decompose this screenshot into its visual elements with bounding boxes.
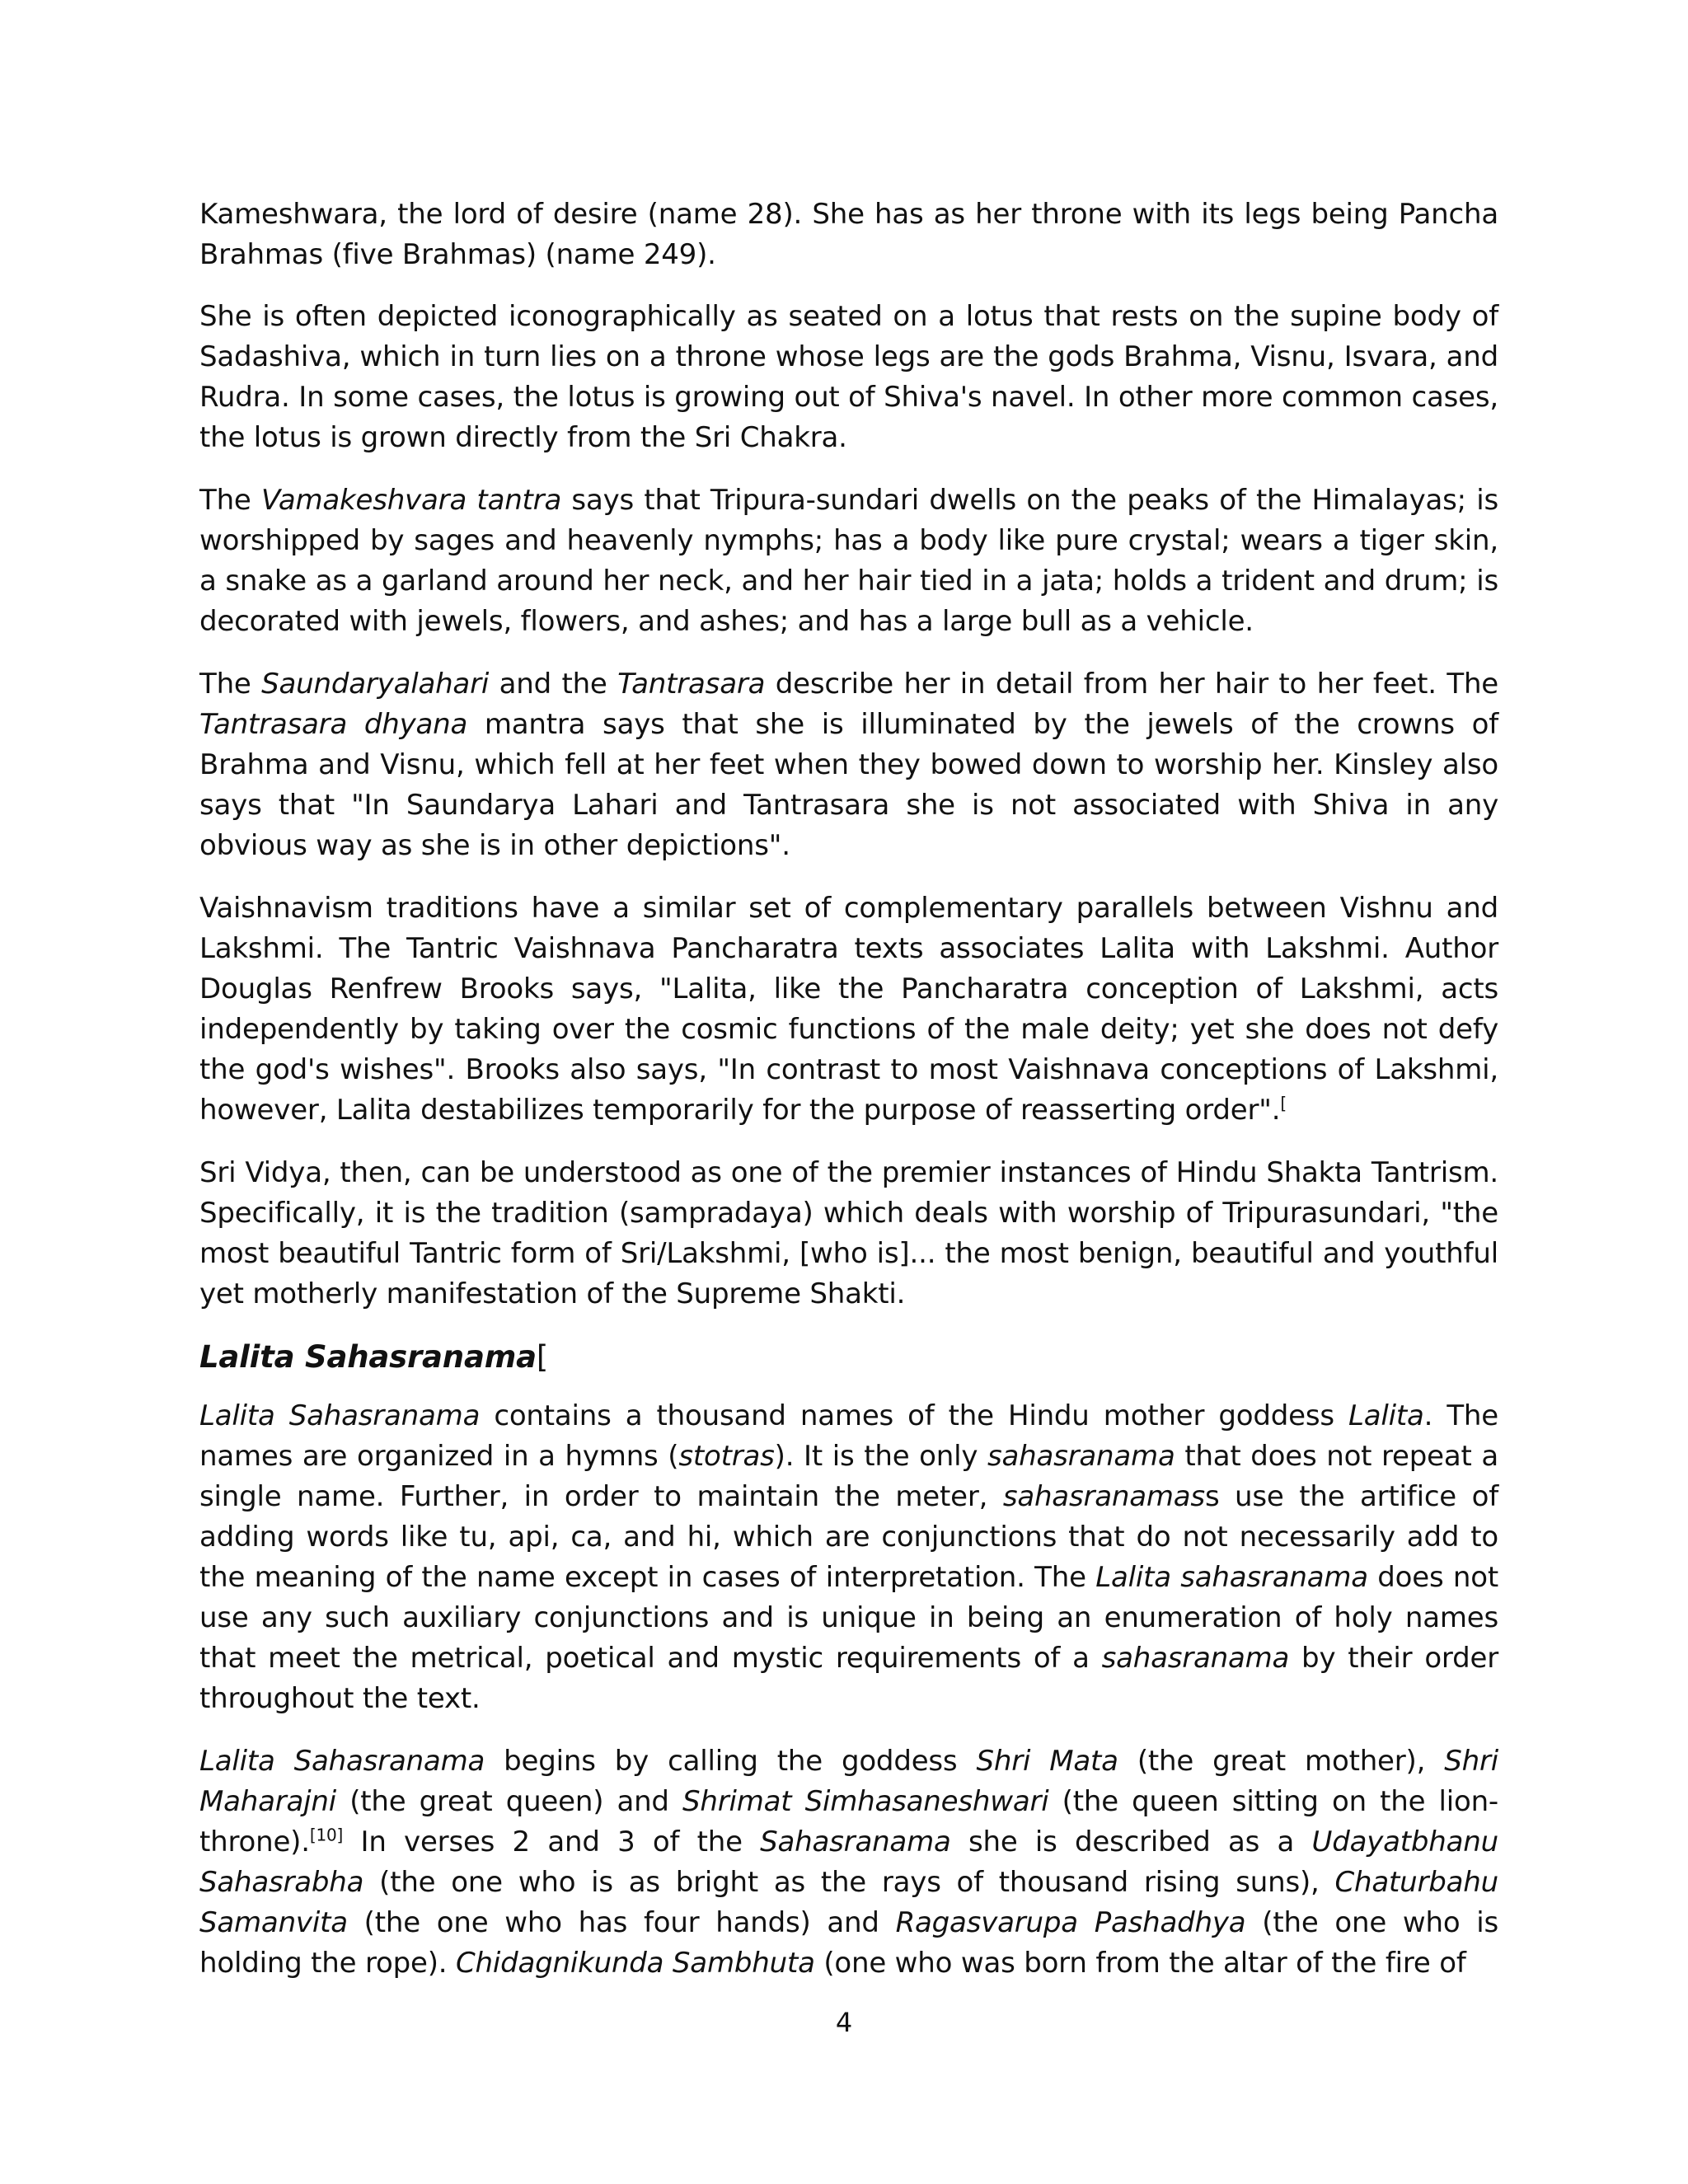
italic-term: Shri Mata bbox=[976, 1745, 1118, 1778]
citation-marker: [10] bbox=[309, 1825, 344, 1845]
text-run: . The names are organized in a hymns ( bbox=[199, 1399, 1498, 1473]
text-run: (the one who is holding the rope). bbox=[199, 1906, 1498, 1980]
italic-term: Chaturbahu Samanvita bbox=[199, 1866, 1498, 1939]
italic-term: Lalita Sahasranama bbox=[199, 1745, 485, 1778]
italic-term: Lalita Sahasranama bbox=[199, 1399, 481, 1432]
text-run: begins by calling the goddess bbox=[485, 1745, 977, 1778]
paragraph-saundaryalahari bbox=[199, 664, 1498, 866]
paragraph-sahasranama-names bbox=[199, 1741, 1498, 1984]
text-run: contains a thousand names of the Hindu mother goddess bbox=[480, 1399, 1348, 1432]
italic-term: Saundaryalahari bbox=[261, 668, 490, 701]
italic-term: Chidagnikunda Sambhuta bbox=[455, 1947, 815, 1980]
text-run: The bbox=[199, 668, 262, 701]
paragraph-sahasranama-intro bbox=[199, 1396, 1498, 1719]
paragraph-kameshwara bbox=[199, 194, 1498, 275]
text-run: The bbox=[199, 484, 261, 517]
paragraph-text: Sri Vidya, then, can be understood as one of the premier instances of Hindu Shakta Tantrism. Specifically, it is the tradition (sampradaya) which deals with worship of Tripurasundari, "the most beautiful Tantric form of Sri/Lakshmi, [who is]... the most benign, beautiful and youthful yet motherly manifestation of the Supreme Shakti. bbox=[199, 1156, 1498, 1310]
text-run: (the queen sitting on the lion-throne). bbox=[199, 1785, 1498, 1858]
text-run: says that Tripura-sundari dwells on the peaks of the Himalayas; is worshipped by sages and heavenly nymphs; has a body like pure crystal; wears a tiger skin, a snake as a garland around her neck, and her hair tied in a jata; holds a trident and drum; is decorated with jewels, flowers, and ashes; and has a large bull as a vehicle. bbox=[199, 484, 1498, 638]
paragraph-vaishnavism bbox=[199, 888, 1498, 1131]
italic-term: Ragasvarupa Pashadhya bbox=[895, 1906, 1246, 1939]
text-run: (the great queen) and bbox=[336, 1785, 682, 1818]
text-run: (one who was born from the altar of the fire of bbox=[814, 1947, 1466, 1980]
italic-term: Vamakeshvara tantra bbox=[260, 484, 562, 517]
text-run: In verses 2 and 3 of the bbox=[343, 1825, 761, 1858]
italic-term: Shrimat Simhasaneshwari bbox=[682, 1785, 1049, 1818]
italic-term: Tantrasara bbox=[617, 668, 766, 701]
paragraph-text: Vaishnavism traditions have a similar set of complementary parallels between Vishnu and Lakshmi. The Tantric Vaishnava Pancharatra texts associates Lalita with Lakshmi. Author Douglas Renfrew Brooks says, "Lalita, like the Pancharatra conception of Lakshmi, acts independently by taking over the cosmic functions of the male deity; yet she does not defy the god's wishes". Brooks also says, "In contrast to most Vaishnava conceptions of Lakshmi, however, Lalita destabilizes temporarily for the purpose of reasserting order". bbox=[199, 892, 1498, 1127]
text-run: s use the artifice of adding words like tu, api, ca, and hi, which are conjunctions that do not necessarily add to the meaning of the name except in cases of interpretation. The bbox=[199, 1480, 1498, 1594]
text-run: (the one who is as bright as the rays of thousand rising suns), bbox=[363, 1866, 1335, 1899]
section-heading-bracket: [ bbox=[536, 1339, 549, 1375]
italic-term: stotras bbox=[678, 1440, 775, 1473]
italic-term: sahasranama bbox=[1101, 1642, 1290, 1675]
page-content bbox=[199, 194, 1498, 2006]
italic-term: Lalita bbox=[1348, 1399, 1424, 1432]
text-run: (the great mother), bbox=[1118, 1745, 1445, 1778]
italic-term: Sahasranama bbox=[760, 1825, 951, 1858]
text-run: by their order throughout the text. bbox=[199, 1642, 1498, 1715]
italic-term: sahasranamas bbox=[1002, 1480, 1205, 1513]
text-run: (the one who has four hands) and bbox=[347, 1906, 896, 1939]
section-heading-title: Lalita Sahasranama bbox=[199, 1339, 537, 1375]
text-run: mantra says that she is illuminated by the jewels of the crowns of Brahma and Visnu, which fell at her feet when they bowed down to worship her. Kinsley also says that "In Saundarya Lahari and Tantrasara she is not associated with Shiva in any obvious way as she is in other depictions". bbox=[199, 708, 1498, 862]
italic-term: Tantrasara dhyana bbox=[199, 708, 468, 741]
paragraph-text: She is often depicted iconographically as seated on a lotus that rests on the supine body of Sadashiva, which in turn lies on a throne whose legs are the gods Brahma, Visnu, Isvara, and Rudra. In some cases, the lotus is growing out of Shiva's navel. In other more common cases, the lotus is grown directly from the Sri Chakra. bbox=[199, 300, 1498, 454]
italic-term: Lalita sahasranama bbox=[1095, 1561, 1368, 1594]
text-run: and the bbox=[489, 668, 618, 701]
italic-term: Shri Maharajni bbox=[199, 1745, 1499, 1818]
text-run: describe her in detail from her hair to her feet. The bbox=[765, 668, 1499, 701]
text-run: she is described as a bbox=[950, 1825, 1312, 1858]
text-run: does not use any such auxiliary conjunctions and is unique in being an enumeration of holy names that meet the metrical, poetical and mystic requirements of a bbox=[199, 1561, 1499, 1675]
citation-marker: [ bbox=[1280, 1093, 1287, 1113]
italic-term: Udayatbhanu Sahasrabha bbox=[199, 1825, 1498, 1899]
text-run: ). It is the only bbox=[774, 1440, 987, 1473]
text-run: that does not repeat a single name. Further, in order to maintain the meter, bbox=[199, 1440, 1498, 1513]
italic-term: sahasranama bbox=[987, 1440, 1175, 1473]
paragraph-vamakeshvara bbox=[199, 480, 1498, 642]
paragraph-sri-vidya bbox=[199, 1153, 1498, 1315]
paragraph-text: Kameshwara, the lord of desire (name 28). She has as her throne with its legs being Pancha Brahmas (five Brahmas) (name 249). bbox=[199, 198, 1498, 271]
paragraph-iconography bbox=[199, 297, 1498, 458]
page-number: 4 bbox=[835, 2007, 853, 2038]
section-heading bbox=[199, 1337, 1498, 1378]
